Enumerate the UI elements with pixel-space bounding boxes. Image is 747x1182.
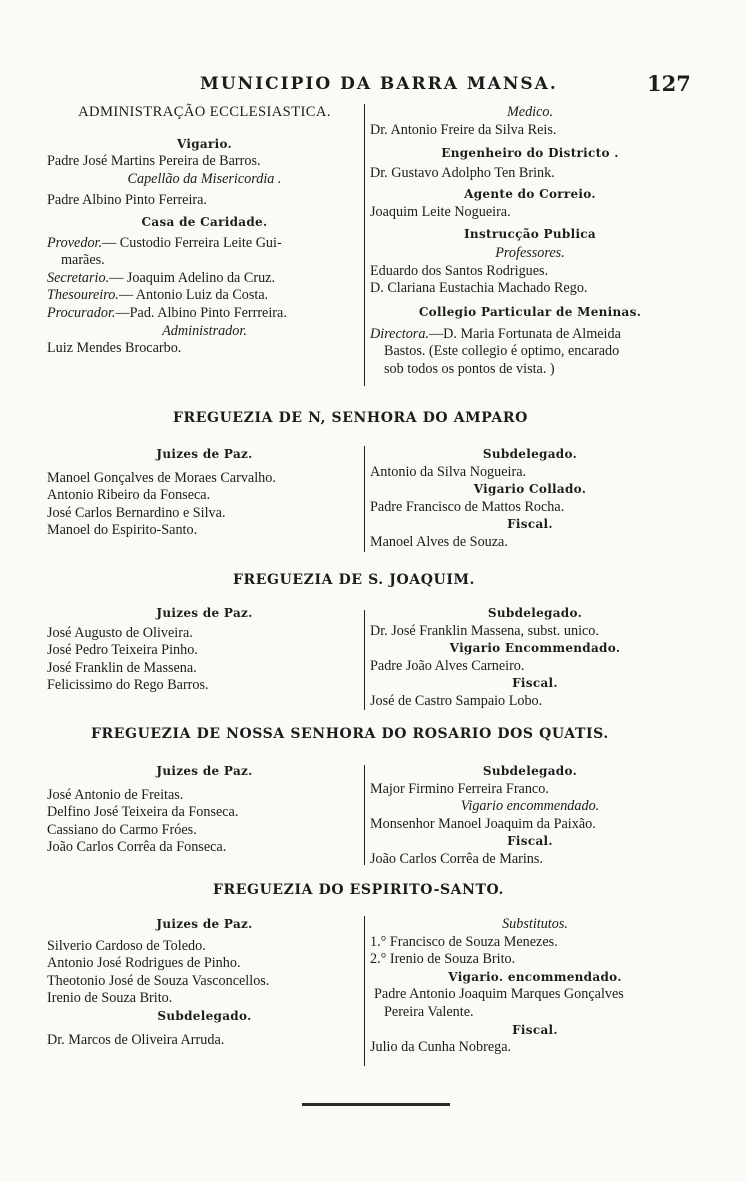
admin-right-column: [370, 104, 690, 378]
joaquim-heading: FREGUEZIA DE S. JOAQUIM.: [233, 572, 476, 588]
joaquim-subdelegado-title: Subdelegado.: [487, 606, 583, 620]
espirito-substitutos-title: Substitutos.: [502, 916, 568, 932]
quatis-subdelegado: Major Firmino Ferreira Franco.: [370, 780, 549, 797]
espirito-left-column: [47, 916, 362, 1049]
amparo-vigario: Padre Francisco de Mattos Rocha.: [370, 498, 565, 515]
column-divider: [364, 104, 365, 386]
directora-role: Directora.: [370, 325, 429, 342]
provedor-line: [47, 235, 362, 253]
thesoureiro-name: — Antonio Luiz da Costa.: [118, 287, 269, 304]
directora-cont-2: sob todos os pontos de vista. ): [384, 360, 555, 377]
instruccao-title: Instrucção Publica: [464, 226, 596, 241]
directora-cont-1: Bastos. (Este collegio é optimo, encarado: [384, 343, 620, 360]
espirito-heading: FREGUEZIA DO ESPIRITO-SANTO.: [213, 882, 505, 898]
espirito-vigario-title: Vigario. encommendado.: [448, 969, 622, 984]
amparo-juizes-title: Juizes de Paz.: [156, 447, 253, 461]
quatis-subdelegado-title: Subdelegado.: [482, 764, 578, 778]
quatis-heading: FREGUEZIA DE NOSSA SENHORA DO ROSARIO DOS QUATIS.: [91, 726, 609, 742]
agente-title: Agente do Correio.: [464, 187, 596, 202]
amparo-juiz-4: Manoel do Espirito-Santo.: [47, 522, 198, 539]
quatis-juiz-2: Delfino José Teixeira da Fonseca.: [47, 804, 239, 821]
quatis-juiz-3: Cassiano do Carmo Fróes.: [47, 821, 197, 838]
amparo-juiz-2: Antonio Ribeiro da Fonseca.: [47, 487, 211, 504]
quatis-vigario-title: Vigario encommendado.: [460, 798, 600, 815]
agente-name: Joaquim Leite Nogueira.: [370, 203, 511, 220]
joaquim-juiz-4: Felicissimo do Rego Barros.: [47, 677, 209, 694]
vigario-name: Padre José Martins Pereira de Barros.: [47, 153, 261, 170]
quatis-fiscal-title: Fiscal.: [507, 834, 553, 849]
joaquim-juiz-3: José Franklin de Massena.: [47, 659, 197, 676]
page-title: MUNICIPIO DA BARRA MANSA.: [200, 74, 558, 94]
secretario-name: — Joaquim Adelino da Cruz.: [109, 269, 276, 286]
joaquim-juiz-2: José Pedro Teixeira Pinho.: [47, 642, 198, 659]
procurador-name: —Pad. Albino Pinto Ferrreira.: [115, 304, 287, 321]
joaquim-vigario-title: Vigario Encommendado.: [449, 641, 621, 656]
directora-text: —D. Maria Fortunata de Almeida: [428, 325, 621, 342]
thesoureiro-line: [47, 287, 362, 305]
directora-line: [370, 326, 690, 344]
secretario-role: Secretario.: [47, 269, 110, 286]
thesoureiro-role: Thesoureiro.: [47, 287, 119, 304]
amparo-subdelegado: Antonio da Silva Nogueira.: [370, 463, 527, 480]
collegio-title: Collegio Particular de Meninas.: [418, 304, 642, 319]
espirito-substituto-1: 1.° Francisco de Souza Menezes.: [370, 933, 558, 950]
administrador-name: Luiz Mendes Brocarbo.: [47, 340, 182, 357]
espirito-vigario: Padre Antonio Joaquim Marques Gonçalves: [374, 986, 624, 1003]
column-divider: [364, 916, 365, 1066]
joaquim-fiscal: José de Castro Sampaio Lobo.: [370, 692, 543, 709]
amparo-fiscal: Manoel Alves de Souza.: [370, 533, 508, 550]
column-divider: [364, 610, 365, 710]
amparo-juiz-1: Manoel Gonçalves de Moraes Carvalho.: [47, 469, 276, 486]
espirito-substituto-2: 2.° Irenio de Souza Brito.: [370, 951, 516, 968]
espirito-juiz-4: Irenio de Souza Brito.: [47, 990, 173, 1007]
quatis-juizes-title: Juizes de Paz.: [156, 764, 253, 778]
casa-title: Casa de Caridade.: [141, 214, 268, 229]
amparo-left-column: [47, 446, 362, 540]
espirito-subdelegado-title: Subdelegado.: [157, 1008, 252, 1023]
admin-heading: ADMINISTRAÇÃO ECCLESIASTICA.: [78, 104, 331, 120]
professor-1: Eduardo dos Santos Rodrigues.: [370, 262, 549, 279]
provedor-name: — Custodio Ferreira Leite Gui-: [102, 234, 282, 251]
amparo-vigario-title: Vigario Collado.: [473, 482, 587, 497]
medico-title: Medico.: [506, 104, 554, 120]
admin-left-column: [47, 104, 362, 358]
joaquim-juiz-1: José Augusto de Oliveira.: [47, 624, 193, 641]
espirito-juiz-1: Silverio Cardoso de Toledo.: [47, 937, 206, 954]
amparo-fiscal-title: Fiscal.: [507, 517, 553, 532]
column-divider: [364, 765, 365, 865]
joaquim-fiscal-title: Fiscal.: [512, 676, 558, 691]
espirito-juiz-3: Theotonio José de Souza Vasconcellos.: [47, 972, 270, 989]
procurador-role: Procurador.: [47, 304, 116, 321]
espirito-fiscal: Julio da Cunha Nobrega.: [370, 1039, 512, 1056]
page-number: 127: [647, 71, 691, 96]
espirito-juiz-2: Antonio José Rodrigues de Pinho.: [47, 955, 241, 972]
quatis-juiz-1: José Antonio de Freitas.: [47, 786, 184, 803]
engenheiro-name: Dr. Gustavo Adolpho Ten Brink.: [370, 164, 555, 181]
amparo-juiz-3: José Carlos Bernardino e Silva.: [47, 504, 226, 521]
capellao-title: Capellão da Misericordia .: [127, 170, 282, 187]
administrador-title: Administrador.: [162, 322, 247, 339]
secretario-line: [47, 270, 362, 288]
espirito-subdelegado: Dr. Marcos de Oliveira Arruda.: [47, 1031, 225, 1048]
provedor-cont: marães.: [61, 252, 105, 269]
vigario-title: Vigario.: [176, 136, 233, 151]
procurador-line: [47, 305, 362, 323]
professores-title: Professores.: [495, 245, 565, 262]
end-rule: [302, 1103, 450, 1106]
amparo-right-column: [370, 446, 690, 552]
provedor-role: Provedor.: [47, 234, 103, 251]
amparo-subdelegado-title: Subdelegado.: [482, 447, 578, 461]
espirito-juizes-title: Juizes de Paz.: [156, 917, 253, 931]
joaquim-juizes-title: Juizes de Paz.: [156, 606, 253, 620]
quatis-juiz-4: João Carlos Corrêa da Fonseca.: [47, 839, 227, 856]
professor-2: D. Clariana Eustachia Machado Rego.: [370, 280, 588, 297]
capellao-name: Padre Albino Pinto Ferreira.: [47, 192, 207, 209]
espirito-vigario-cont: Pereira Valente.: [384, 1003, 474, 1020]
joaquim-right-column: [370, 605, 700, 711]
engenheiro-title: Engenheiro do Districto .: [441, 146, 619, 161]
espirito-fiscal-title: Fiscal.: [512, 1022, 558, 1037]
quatis-fiscal: João Carlos Corrêa de Marins.: [370, 850, 543, 867]
espirito-right-column: [370, 916, 700, 1057]
quatis-vigario: Monsenhor Manoel Joaquim da Paixão.: [370, 815, 596, 832]
column-divider: [364, 446, 365, 552]
medico-name: Dr. Antonio Freire da Silva Reis.: [370, 121, 557, 138]
joaquim-vigario: Padre João Alves Carneiro.: [370, 657, 525, 674]
joaquim-subdelegado: Dr. José Franklin Massena, subst. unico.: [370, 622, 599, 639]
quatis-left-column: [47, 763, 362, 857]
joaquim-left-column: [47, 605, 362, 695]
amparo-heading: FREGUEZIA DE N, SENHORA DO AMPARO: [173, 410, 528, 426]
quatis-right-column: [370, 763, 690, 869]
